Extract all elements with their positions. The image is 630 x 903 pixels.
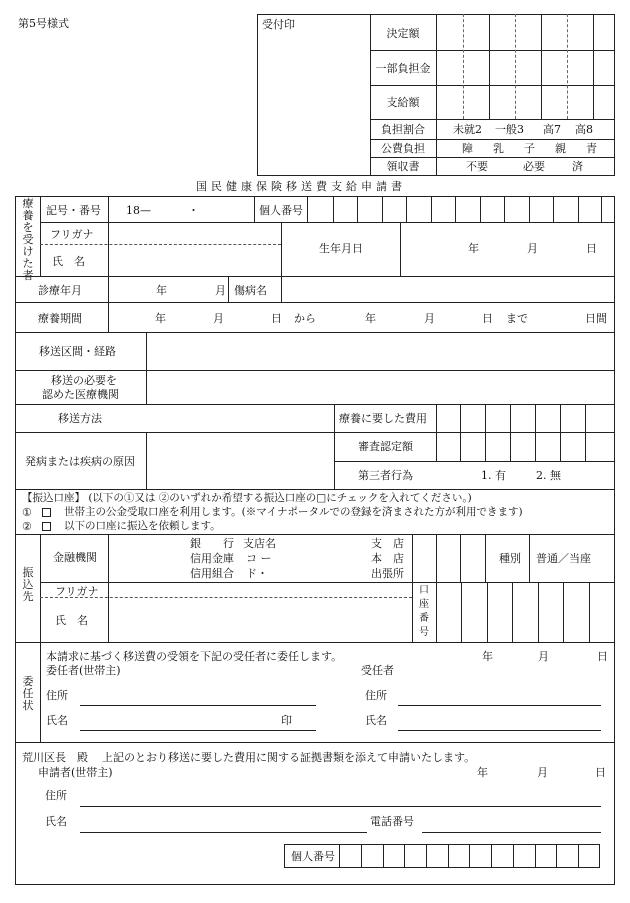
- code-label: 記号・番号: [46, 204, 101, 217]
- credit-bank-label: 信用金庫: [190, 552, 234, 565]
- stamp-label: 受付印: [262, 18, 295, 31]
- delegator-label: 委任者(世帯主): [46, 664, 121, 677]
- third-party-yes[interactable]: 1. 有: [481, 469, 506, 482]
- delegator-name-label: 氏名: [46, 714, 68, 727]
- bank-label: 銀 行: [190, 537, 234, 550]
- third-party-label: 第三者行為: [358, 469, 413, 482]
- delegatee-name-line[interactable]: [398, 730, 601, 731]
- third-party-no[interactable]: 2. 無: [536, 469, 561, 482]
- delegation-section-label: 委任状: [22, 675, 34, 712]
- code-value[interactable]: 18—: [126, 204, 151, 217]
- account-section-label: 振込先: [22, 566, 34, 603]
- ratio-option: 一般3: [495, 123, 524, 136]
- applicant-name-label: 氏名: [45, 815, 67, 828]
- cost-label: 療養に要した費用: [339, 412, 427, 425]
- route-label: 移送区間・経路: [39, 345, 116, 358]
- account-type-value[interactable]: 普通／当座: [536, 552, 591, 565]
- public-burden-label: 公費負担: [381, 142, 425, 155]
- ratio-option: 高8: [575, 123, 593, 136]
- branch-code-label-2: コ ー: [246, 552, 272, 565]
- period-year-2: 年: [365, 312, 376, 325]
- applicant-name-line[interactable]: [80, 832, 367, 833]
- patient-name-label: 氏 名: [52, 255, 85, 268]
- ratio-option: 高7: [543, 123, 561, 136]
- applicant-address-line[interactable]: [80, 806, 601, 807]
- account-option-1-text: 世帯主の公金受取口座を利用します。(※マイナポータルでの登録を済まされた方が利用できます): [64, 506, 523, 518]
- delegation-year: 年: [482, 650, 493, 663]
- applicant-year: 年: [477, 766, 488, 779]
- account-option-2-number: ②: [22, 520, 32, 533]
- period-day: 日: [271, 312, 282, 325]
- applicant-mynumber-label: 個人番号: [291, 850, 335, 863]
- decided-amount-label: 決定額: [386, 27, 420, 40]
- account-heading: 【振込口座】 (以下の①又は ②のいずれか希望する振込口座の□にチェックを入れてください。): [22, 492, 472, 504]
- delegatee-label: 受任者: [361, 664, 394, 677]
- institution-label-1: 移送の必要を: [51, 374, 117, 387]
- seal-mark: 印: [281, 714, 292, 727]
- period-label: 療養期間: [38, 312, 82, 325]
- delegatee-address-line[interactable]: [398, 705, 601, 706]
- form-frame: [15, 196, 615, 885]
- phone-label: 電話番号: [370, 815, 414, 828]
- public-option: 親: [555, 142, 566, 155]
- delegator-address-line[interactable]: [80, 705, 316, 706]
- payment-amount-label: 支給額: [386, 96, 420, 109]
- receipt-label: 領収書: [386, 160, 420, 173]
- code-dot: ・: [188, 204, 199, 217]
- account-name-label: 氏 名: [55, 614, 88, 627]
- birth-label: 生年月日: [319, 242, 363, 255]
- delegation-text: 本請求に基づく移送費の受領を下記の受任者に委任します。: [46, 650, 343, 663]
- receipt-option: 済: [572, 160, 583, 173]
- delegation-month: 月: [538, 650, 549, 663]
- credit-union-label: 信用組合: [190, 567, 234, 580]
- period-day-2: 日: [482, 312, 493, 325]
- institution-type-label: 金融機関: [53, 551, 97, 564]
- applicant-day: 日: [595, 766, 606, 779]
- exam-month: 月: [215, 284, 226, 297]
- institution-label-2: 認めた医療機関: [42, 388, 119, 401]
- exam-date-label: 診療年月: [38, 284, 82, 297]
- birth-month: 月: [527, 242, 538, 255]
- phone-line[interactable]: [422, 832, 601, 833]
- birth-year: 年: [468, 242, 479, 255]
- method-label: 移送方法: [58, 412, 102, 425]
- ratio-label: 負担割合: [381, 123, 425, 136]
- patient-mynumber-label: 個人番号: [259, 204, 303, 217]
- period-from: から: [294, 312, 316, 325]
- applicant-address-label: 住所: [45, 789, 67, 802]
- applicant-label: 申請者(世帯主): [38, 766, 113, 779]
- patient-furigana-label: フリガナ: [50, 228, 94, 241]
- public-option: 乳: [493, 142, 504, 155]
- form-number: 第5号様式: [18, 17, 69, 30]
- receipt-option: 必要: [523, 160, 545, 173]
- period-year: 年: [155, 312, 166, 325]
- branch-label: 支 店: [371, 537, 404, 550]
- delegator-name-line[interactable]: [80, 730, 316, 731]
- addressee: 荒川区長 殿: [22, 751, 88, 764]
- account-furigana-label: フリガナ: [55, 585, 99, 598]
- partial-burden-label: 一部負担金: [375, 62, 431, 75]
- public-option: 障: [462, 142, 473, 155]
- delegation-day: 日: [597, 650, 608, 663]
- branch-code-label-1: 支店名: [243, 537, 276, 550]
- period-days: 日間: [585, 312, 607, 325]
- head-office-label: 本 店: [371, 552, 404, 565]
- ratio-option: 未就2: [453, 123, 482, 136]
- applicant-month: 月: [537, 766, 548, 779]
- birth-day: 日: [586, 242, 597, 255]
- delegatee-name-label: 氏名: [365, 714, 387, 727]
- patient-section-label: 療養を受けた者: [22, 197, 34, 282]
- sub-office-label: 出張所: [371, 567, 404, 580]
- account-number-label: 口座番号: [419, 585, 429, 638]
- public-option: 子: [524, 142, 535, 155]
- branch-code-label-3: ド・: [246, 567, 268, 580]
- account-type-label: 種別: [499, 552, 521, 565]
- disease-label: 傷病名: [234, 284, 267, 297]
- receipt-option: 不要: [466, 160, 488, 173]
- public-option: 青: [586, 142, 597, 155]
- applicant-text: 上記のとおり移送に要した費用に関する証拠書類を添えて申請いたします。: [102, 751, 476, 764]
- account-option-1-number: ①: [22, 506, 32, 519]
- delegator-address-label: 住所: [46, 689, 68, 702]
- period-month-2: 月: [424, 312, 435, 325]
- form-title: 国民健康保険移送費支給申請書: [196, 180, 406, 193]
- account-option-1-checkbox[interactable]: [42, 508, 51, 517]
- exam-year: 年: [156, 284, 167, 297]
- delegatee-address-label: 住所: [365, 689, 387, 702]
- account-option-2-text: 以下の口座に振込を依頼します。: [64, 520, 221, 532]
- review-label: 審査認定額: [358, 440, 413, 453]
- period-month: 月: [213, 312, 224, 325]
- period-until: まで: [506, 312, 528, 325]
- cause-label: 発病または疾病の原因: [25, 455, 135, 468]
- account-option-2-checkbox[interactable]: [42, 522, 51, 531]
